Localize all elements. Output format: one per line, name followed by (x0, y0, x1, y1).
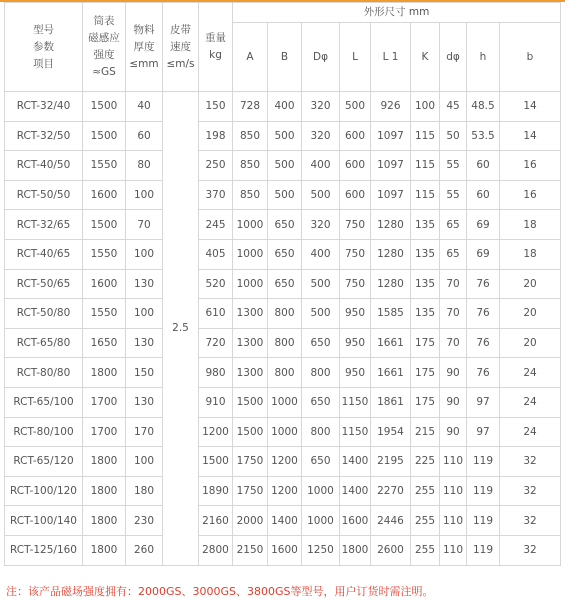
cell-dim-b-small: 14 (500, 121, 561, 151)
cell-dim-l1: 1280 (371, 269, 411, 299)
header-dim-b-small: b (500, 23, 561, 92)
cell-dim-k: 135 (411, 299, 440, 329)
cell-dim-d-outer: 800 (302, 417, 340, 447)
cell-dim-d-outer: 650 (302, 387, 340, 417)
cell-dim-l1: 1280 (371, 239, 411, 269)
cell-field-strength: 1550 (83, 151, 126, 181)
cell-field-strength: 1500 (83, 121, 126, 151)
cell-dim-a: 1500 (233, 387, 268, 417)
spec-table-body (5, 92, 561, 566)
table-row (5, 387, 561, 417)
header-model: 型号 参数 项目 (5, 3, 83, 92)
cell-dim-l: 600 (340, 121, 371, 151)
cell-model: RCT-100/120 (5, 476, 83, 506)
cell-dim-l1: 1861 (371, 387, 411, 417)
cell-dim-d-outer: 500 (302, 180, 340, 210)
cell-dim-a: 1000 (233, 239, 268, 269)
cell-dim-k: 100 (411, 92, 440, 122)
cell-thickness: 180 (126, 476, 163, 506)
cell-dim-b: 1000 (268, 387, 302, 417)
cell-dim-l: 950 (340, 358, 371, 388)
cell-dim-d-inner: 55 (440, 180, 467, 210)
cell-dim-d-inner: 65 (440, 210, 467, 240)
table-row (5, 92, 561, 122)
table-row (5, 269, 561, 299)
cell-dim-b: 1600 (268, 535, 302, 565)
cell-dim-b-small: 16 (500, 151, 561, 181)
table-row (5, 358, 561, 388)
cell-field-strength: 1700 (83, 417, 126, 447)
table-row (5, 151, 561, 181)
cell-dim-h: 119 (467, 476, 500, 506)
cell-dim-h: 119 (467, 535, 500, 565)
cell-dim-a: 1750 (233, 476, 268, 506)
cell-dim-k: 135 (411, 239, 440, 269)
cell-dim-d-inner: 45 (440, 92, 467, 122)
cell-dim-k: 115 (411, 121, 440, 151)
header-weight: 重量 kg (199, 3, 233, 92)
cell-dim-b: 650 (268, 269, 302, 299)
table-row (5, 210, 561, 240)
cell-dim-h: 119 (467, 447, 500, 477)
cell-dim-l1: 1097 (371, 180, 411, 210)
cell-weight: 910 (199, 387, 233, 417)
cell-dim-b-small: 20 (500, 328, 561, 358)
cell-dim-d-inner: 70 (440, 299, 467, 329)
cell-dim-d-outer: 1000 (302, 476, 340, 506)
cell-dim-a: 2150 (233, 535, 268, 565)
cell-model: RCT-40/50 (5, 151, 83, 181)
cell-dim-d-inner: 65 (440, 239, 467, 269)
cell-weight: 370 (199, 180, 233, 210)
cell-thickness: 130 (126, 269, 163, 299)
cell-thickness: 150 (126, 358, 163, 388)
table-row (5, 535, 561, 565)
cell-field-strength: 1700 (83, 387, 126, 417)
cell-weight: 2160 (199, 506, 233, 536)
cell-weight: 1890 (199, 476, 233, 506)
cell-dim-h: 76 (467, 358, 500, 388)
cell-dim-l1: 2600 (371, 535, 411, 565)
cell-thickness: 230 (126, 506, 163, 536)
cell-dim-a: 2000 (233, 506, 268, 536)
cell-dim-b-small: 20 (500, 269, 561, 299)
cell-field-strength: 1800 (83, 476, 126, 506)
header-dim-l: L (340, 23, 371, 92)
header-dim-d-outer: Dφ (302, 23, 340, 92)
cell-thickness: 100 (126, 299, 163, 329)
cell-model: RCT-32/50 (5, 121, 83, 151)
cell-dim-b-small: 32 (500, 506, 561, 536)
cell-dim-k: 255 (411, 535, 440, 565)
table-row (5, 447, 561, 477)
header-field-strength: 筒表 磁感应 强度 ≈GS (83, 3, 126, 92)
cell-dim-d-outer: 500 (302, 299, 340, 329)
cell-dim-b: 1200 (268, 447, 302, 477)
cell-dim-b: 800 (268, 299, 302, 329)
cell-weight: 980 (199, 358, 233, 388)
cell-thickness: 170 (126, 417, 163, 447)
cell-dim-h: 76 (467, 299, 500, 329)
cell-thickness: 130 (126, 328, 163, 358)
cell-dim-h: 76 (467, 328, 500, 358)
cell-dim-d-outer: 650 (302, 328, 340, 358)
cell-dim-l: 1150 (340, 387, 371, 417)
header-dim-l1: L 1 (371, 23, 411, 92)
cell-dim-l: 500 (340, 92, 371, 122)
cell-dim-d-outer: 400 (302, 151, 340, 181)
cell-model: RCT-65/80 (5, 328, 83, 358)
cell-dim-a: 1300 (233, 358, 268, 388)
cell-model: RCT-80/100 (5, 417, 83, 447)
cell-dim-b: 1000 (268, 417, 302, 447)
cell-dim-b-small: 20 (500, 299, 561, 329)
cell-dim-l: 950 (340, 299, 371, 329)
cell-dim-k: 255 (411, 506, 440, 536)
cell-dim-l1: 1280 (371, 210, 411, 240)
cell-dim-b-small: 24 (500, 358, 561, 388)
cell-dim-l: 1800 (340, 535, 371, 565)
header-dim-b: B (268, 23, 302, 92)
cell-model: RCT-50/50 (5, 180, 83, 210)
cell-thickness: 130 (126, 387, 163, 417)
cell-dim-b-small: 18 (500, 210, 561, 240)
cell-dim-k: 175 (411, 387, 440, 417)
cell-weight: 405 (199, 239, 233, 269)
cell-dim-k: 115 (411, 180, 440, 210)
cell-model: RCT-32/65 (5, 210, 83, 240)
cell-model: RCT-50/65 (5, 269, 83, 299)
cell-dim-l: 750 (340, 210, 371, 240)
cell-dim-a: 1300 (233, 328, 268, 358)
cell-dim-a: 1300 (233, 299, 268, 329)
cell-dim-l1: 1585 (371, 299, 411, 329)
cell-model: RCT-65/100 (5, 387, 83, 417)
table-row (5, 476, 561, 506)
header-dim-h: h (467, 23, 500, 92)
cell-dim-l: 1600 (340, 506, 371, 536)
cell-dim-d-inner: 70 (440, 269, 467, 299)
cell-dim-h: 119 (467, 506, 500, 536)
cell-dim-h: 76 (467, 269, 500, 299)
cell-thickness: 100 (126, 447, 163, 477)
cell-belt-speed: 2.5 (163, 92, 199, 566)
cell-weight: 198 (199, 121, 233, 151)
cell-thickness: 80 (126, 151, 163, 181)
cell-dim-d-inner: 90 (440, 387, 467, 417)
cell-model: RCT-32/40 (5, 92, 83, 122)
cell-model: RCT-40/65 (5, 239, 83, 269)
cell-dim-b: 800 (268, 358, 302, 388)
cell-dim-b: 400 (268, 92, 302, 122)
footnote: 注：该产品磁场强度拥有：2000GS、3000GS、3800GS等型号，用户订货时需注明。 (6, 585, 434, 598)
cell-dim-a: 850 (233, 121, 268, 151)
cell-model: RCT-65/120 (5, 447, 83, 477)
cell-dim-k: 135 (411, 210, 440, 240)
cell-weight: 520 (199, 269, 233, 299)
cell-dim-d-inner: 50 (440, 121, 467, 151)
cell-dim-d-inner: 110 (440, 535, 467, 565)
cell-dim-d-inner: 55 (440, 151, 467, 181)
cell-weight: 1500 (199, 447, 233, 477)
cell-dim-d-outer: 650 (302, 447, 340, 477)
header-dim-a: A (233, 23, 268, 92)
cell-dim-k: 175 (411, 328, 440, 358)
cell-dim-l: 600 (340, 151, 371, 181)
cell-field-strength: 1650 (83, 328, 126, 358)
cell-dim-l1: 1097 (371, 121, 411, 151)
cell-dim-h: 48.5 (467, 92, 500, 122)
cell-model: RCT-100/140 (5, 506, 83, 536)
cell-dim-h: 60 (467, 180, 500, 210)
cell-dim-l1: 1954 (371, 417, 411, 447)
cell-dim-a: 850 (233, 151, 268, 181)
cell-dim-b-small: 24 (500, 387, 561, 417)
cell-dim-b-small: 32 (500, 535, 561, 565)
table-row (5, 417, 561, 447)
cell-weight: 150 (199, 92, 233, 122)
cell-dim-b-small: 32 (500, 476, 561, 506)
cell-dim-b: 1200 (268, 476, 302, 506)
cell-weight: 2800 (199, 535, 233, 565)
cell-field-strength: 1550 (83, 299, 126, 329)
cell-dim-d-inner: 110 (440, 447, 467, 477)
cell-field-strength: 1800 (83, 447, 126, 477)
cell-dim-d-inner: 90 (440, 358, 467, 388)
cell-dim-k: 255 (411, 476, 440, 506)
cell-dim-h: 60 (467, 151, 500, 181)
cell-dim-a: 850 (233, 180, 268, 210)
cell-dim-d-outer: 320 (302, 210, 340, 240)
cell-dim-b: 650 (268, 210, 302, 240)
cell-field-strength: 1600 (83, 269, 126, 299)
cell-dim-b: 500 (268, 121, 302, 151)
cell-thickness: 100 (126, 180, 163, 210)
cell-thickness: 40 (126, 92, 163, 122)
cell-model: RCT-50/80 (5, 299, 83, 329)
cell-dim-l: 1150 (340, 417, 371, 447)
cell-field-strength: 1600 (83, 180, 126, 210)
cell-weight: 1200 (199, 417, 233, 447)
table-row (5, 299, 561, 329)
cell-dim-d-inner: 90 (440, 417, 467, 447)
cell-dim-a: 1000 (233, 210, 268, 240)
cell-field-strength: 1800 (83, 506, 126, 536)
cell-dim-k: 115 (411, 151, 440, 181)
header-thickness: 物料 厚度 ≤mm (126, 3, 163, 92)
cell-thickness: 70 (126, 210, 163, 240)
cell-dim-d-inner: 70 (440, 328, 467, 358)
cell-dim-b: 650 (268, 239, 302, 269)
cell-model: RCT-80/80 (5, 358, 83, 388)
cell-dim-a: 1750 (233, 447, 268, 477)
cell-dim-l: 1400 (340, 476, 371, 506)
cell-dim-k: 225 (411, 447, 440, 477)
cell-dim-h: 97 (467, 417, 500, 447)
cell-field-strength: 1800 (83, 358, 126, 388)
cell-dim-k: 135 (411, 269, 440, 299)
cell-dim-l1: 2195 (371, 447, 411, 477)
cell-dim-l1: 1661 (371, 358, 411, 388)
cell-model: RCT-125/160 (5, 535, 83, 565)
table-row (5, 328, 561, 358)
table-row (5, 121, 561, 151)
cell-dim-a: 1500 (233, 417, 268, 447)
cell-dim-k: 175 (411, 358, 440, 388)
cell-dim-b: 500 (268, 180, 302, 210)
cell-dim-d-outer: 320 (302, 121, 340, 151)
cell-dim-d-inner: 110 (440, 476, 467, 506)
cell-thickness: 100 (126, 239, 163, 269)
cell-dim-k: 215 (411, 417, 440, 447)
cell-dim-a: 1000 (233, 269, 268, 299)
cell-dim-l: 950 (340, 328, 371, 358)
cell-dim-b-small: 32 (500, 447, 561, 477)
cell-thickness: 260 (126, 535, 163, 565)
cell-dim-l: 750 (340, 239, 371, 269)
cell-dim-d-outer: 800 (302, 358, 340, 388)
cell-dim-d-outer: 500 (302, 269, 340, 299)
cell-field-strength: 1550 (83, 239, 126, 269)
cell-field-strength: 1500 (83, 210, 126, 240)
cell-field-strength: 1800 (83, 535, 126, 565)
header-dimensions-group: 外形尺寸 mm (233, 3, 561, 23)
cell-dim-d-outer: 1250 (302, 535, 340, 565)
cell-dim-l1: 1661 (371, 328, 411, 358)
cell-weight: 720 (199, 328, 233, 358)
cell-weight: 250 (199, 151, 233, 181)
cell-dim-d-outer: 1000 (302, 506, 340, 536)
cell-field-strength: 1500 (83, 92, 126, 122)
cell-dim-l1: 1097 (371, 151, 411, 181)
cell-dim-h: 69 (467, 239, 500, 269)
cell-dim-b-small: 16 (500, 180, 561, 210)
cell-dim-l1: 2446 (371, 506, 411, 536)
cell-dim-l: 1400 (340, 447, 371, 477)
cell-dim-b-small: 14 (500, 92, 561, 122)
cell-dim-b-small: 18 (500, 239, 561, 269)
cell-dim-b: 1400 (268, 506, 302, 536)
cell-weight: 245 (199, 210, 233, 240)
cell-thickness: 60 (126, 121, 163, 151)
table-row (5, 506, 561, 536)
header-dim-k: K (411, 23, 440, 92)
header-dim-d-inner: dφ (440, 23, 467, 92)
spec-table (4, 2, 561, 566)
cell-dim-h: 53.5 (467, 121, 500, 151)
cell-dim-l: 600 (340, 180, 371, 210)
cell-dim-a: 728 (233, 92, 268, 122)
cell-dim-h: 97 (467, 387, 500, 417)
cell-dim-b-small: 24 (500, 417, 561, 447)
cell-dim-d-outer: 400 (302, 239, 340, 269)
table-row (5, 239, 561, 269)
cell-dim-l1: 2270 (371, 476, 411, 506)
table-row (5, 180, 561, 210)
cell-weight: 610 (199, 299, 233, 329)
cell-dim-h: 69 (467, 210, 500, 240)
cell-dim-l1: 926 (371, 92, 411, 122)
cell-dim-b: 800 (268, 328, 302, 358)
cell-dim-l: 750 (340, 269, 371, 299)
cell-dim-b: 500 (268, 151, 302, 181)
header-belt-speed: 皮带 速度 ≤m/s (163, 3, 199, 92)
cell-dim-d-inner: 110 (440, 506, 467, 536)
cell-dim-d-outer: 320 (302, 92, 340, 122)
